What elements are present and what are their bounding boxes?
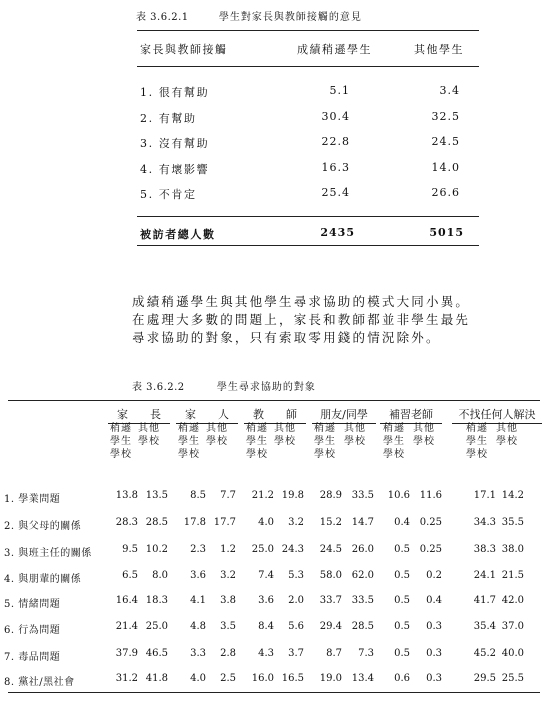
- table2-sub-header-b: 其他學校: [413, 423, 435, 447]
- paragraph-line: 尋求協助的對象，只有索取零用錢的情況除外。: [132, 330, 441, 345]
- table2-cell: 42.0: [501, 595, 524, 606]
- table1-cell-a: 25.4: [321, 186, 350, 199]
- table2-cell: 13.5: [145, 490, 168, 501]
- table2-cell: 0.6: [394, 673, 410, 684]
- table2-cell: 41.7: [473, 595, 496, 606]
- table2-sub-header-a: 稍遜學生學校: [314, 423, 336, 460]
- table2-cell: 29.4: [319, 621, 342, 632]
- table1-header-rule: [137, 66, 479, 67]
- table2-cell: 33.7: [319, 595, 342, 606]
- table2-cell: 19.0: [319, 673, 342, 684]
- table2-cell: 3.5: [220, 621, 236, 632]
- table2-cell: 8.7: [326, 648, 342, 659]
- table2-cell: 18.3: [145, 595, 168, 606]
- table2-title: 學生尋求協助的對象: [216, 382, 316, 393]
- table2-cell: 4.0: [190, 673, 206, 684]
- table1-number: 表 3.6.2.1: [136, 12, 189, 23]
- table2-cell: 8.5: [190, 490, 206, 501]
- table2-sub-header-a: 稍遜學生學校: [178, 423, 200, 460]
- table2-cell: 19.8: [281, 490, 304, 501]
- table2-row-label: 7. 毒品問題: [4, 652, 61, 663]
- table2-sub-header-a: 稍遜學生學校: [246, 423, 268, 460]
- table2-cell: 28.3: [115, 517, 138, 528]
- table2-cell: 15.2: [319, 517, 342, 528]
- table2-cell: 38.3: [473, 544, 496, 555]
- table2-row-label: 1. 學業問題: [4, 494, 61, 505]
- table1-row-label: 2. 有幫助: [140, 112, 197, 125]
- table2-cell: 28.5: [145, 517, 168, 528]
- table1-header-group-b: 其他學生: [414, 43, 464, 56]
- table1-header-group-a: 成績稍遜學生: [297, 43, 372, 56]
- table2-cell: 17.1: [473, 490, 496, 501]
- table2-cell: 25.0: [145, 621, 168, 632]
- table2-cell: 0.5: [394, 595, 410, 606]
- table2-cell: 17.8: [183, 517, 206, 528]
- table1-total-rule: [137, 216, 479, 217]
- table2-row-label: 4. 與朋輩的關係: [4, 574, 82, 585]
- table2-cell: 4.8: [190, 621, 206, 632]
- table2-cell: 16.4: [115, 595, 138, 606]
- table2-cell: 0.5: [394, 621, 410, 632]
- table2-cell: 3.7: [288, 648, 304, 659]
- table2-sub-header-b: 其他學校: [138, 423, 160, 447]
- table2-sub-header-a: 稍遜學生學校: [110, 423, 132, 460]
- table2-cell: 4.3: [258, 648, 274, 659]
- table2-row-label: 8. 黨社/黑社會: [4, 677, 75, 688]
- table2-cell: 28.9: [319, 490, 342, 501]
- table2-cell: 58.0: [319, 570, 342, 581]
- table2-cell: 37.9: [115, 648, 138, 659]
- table2-row-label: 2. 與父母的關係: [4, 521, 82, 532]
- table2-cell: 7.3: [358, 648, 374, 659]
- table2-cell: 0.3: [426, 648, 442, 659]
- table2-cell: 0.25: [419, 517, 442, 528]
- table2-cell: 0.5: [394, 544, 410, 555]
- table2-cell: 3.8: [220, 595, 236, 606]
- table2-cell: 8.4: [258, 621, 274, 632]
- table1-cell-b: 3.4: [439, 84, 460, 97]
- table1-top-rule: [137, 30, 479, 31]
- table2-cell: 3.6: [258, 595, 274, 606]
- table2-cell: 10.2: [145, 544, 168, 555]
- table2-group-header: 朋友/同學: [312, 406, 376, 424]
- table1-row-label: 5. 不肯定: [140, 188, 197, 201]
- table2-group-header: 不找任何人解決: [452, 406, 542, 424]
- table2-cell: 10.6: [387, 490, 410, 501]
- table2-cell: 3.3: [190, 648, 206, 659]
- table2-row-label: 5. 情緒問題: [4, 599, 61, 610]
- table2-cell: 38.0: [501, 544, 524, 555]
- table2-cell: 9.5: [122, 544, 138, 555]
- table2-cell: 21.5: [501, 570, 524, 581]
- table2-cell: 7.7: [220, 490, 236, 501]
- table2-cell: 0.4: [426, 595, 442, 606]
- table1-header-item: 家長與教師接觸: [140, 43, 228, 56]
- table2-row-label: 3. 與班主任的關係: [4, 548, 92, 559]
- table2-cell: 29.5: [473, 673, 496, 684]
- table2-cell: 0.25: [419, 544, 442, 555]
- table1-total-label: 被訪者總人數: [140, 228, 216, 241]
- table2-cell: 41.8: [145, 673, 168, 684]
- table2-cell: 14.7: [351, 517, 374, 528]
- table2-group-header: 教 師: [244, 406, 306, 424]
- table2-cell: 8.0: [152, 570, 168, 581]
- table2-cell: 28.5: [351, 621, 374, 632]
- table2-caption: [132, 378, 316, 393]
- table2-cell: 25.0: [251, 544, 274, 555]
- table2-top-rule: [8, 400, 540, 401]
- table1-total-b: 5015: [429, 226, 464, 239]
- table2-cell: 0.4: [394, 517, 410, 528]
- table2-group-header: 補習老師: [380, 406, 442, 424]
- table2-cell: 33.5: [351, 595, 374, 606]
- table2-cell: 0.3: [426, 673, 442, 684]
- table2-cell: 16.5: [281, 673, 304, 684]
- table1-row-label: 1. 很有幫助: [140, 86, 210, 99]
- table2-cell: 2.5: [220, 673, 236, 684]
- table1-caption: [136, 8, 362, 23]
- table2-sub-header-b: 其他學校: [274, 423, 296, 447]
- paragraph-line: 成績稍遜學生與其他學生尋求協助的模式大同小異。: [132, 294, 471, 309]
- table2-cell: 21.2: [251, 490, 274, 501]
- table2-sub-header-b: 其他學校: [344, 423, 366, 447]
- table2-cell: 24.1: [473, 570, 496, 581]
- table2-cell: 45.2: [473, 648, 496, 659]
- table2-cell: 4.1: [190, 595, 206, 606]
- table2-cell: 2.8: [220, 648, 236, 659]
- table2-cell: 21.4: [115, 621, 138, 632]
- table1-cell-a: 22.8: [321, 135, 350, 148]
- table1-total-a: 2435: [320, 226, 355, 239]
- table2-group-header: 家 長: [108, 406, 170, 424]
- table2-sub-header-b: 其他學校: [496, 423, 518, 447]
- table1-bottom-rule: [137, 245, 479, 246]
- table2-cell: 2.0: [288, 595, 304, 606]
- table2-sub-header-a: 稍遜學生學校: [466, 423, 488, 460]
- table2-cell: 13.4: [351, 673, 374, 684]
- table2-group-header: 家 人: [176, 406, 238, 424]
- table2-cell: 5.6: [288, 621, 304, 632]
- table2-cell: 17.7: [213, 517, 236, 528]
- table2-cell: 46.5: [145, 648, 168, 659]
- table2-cell: 37.0: [501, 621, 524, 632]
- table2-cell: 0.5: [394, 648, 410, 659]
- table2-cell: 35.5: [501, 517, 524, 528]
- table2-cell: 25.5: [501, 673, 524, 684]
- table2-cell: 31.2: [115, 673, 138, 684]
- table2-cell: 33.5: [351, 490, 374, 501]
- body-paragraph: [132, 293, 532, 347]
- table2-cell: 3.6: [190, 570, 206, 581]
- table2-row-label: 6. 行為問題: [4, 625, 61, 636]
- paragraph-line: 在處理大多數的問題上，家長和教師都並非學生最先: [132, 312, 471, 327]
- table2-cell: 14.2: [501, 490, 524, 501]
- table2-cell: 7.4: [258, 570, 274, 581]
- table1-cell-b: 26.6: [431, 186, 460, 199]
- table2-cell: 34.3: [473, 517, 496, 528]
- table2-cell: 1.2: [220, 544, 236, 555]
- table2-cell: 62.0: [351, 570, 374, 581]
- table2-cell: 0.3: [426, 621, 442, 632]
- table2-cell: 2.3: [190, 544, 206, 555]
- table1-cell-b: 24.5: [431, 135, 460, 148]
- table2-cell: 6.5: [122, 570, 138, 581]
- table1-cell-b: 14.0: [431, 161, 460, 174]
- table2-sub-header-a: 稍遜學生學校: [383, 423, 405, 460]
- table2-sub-header-b: 其他學校: [206, 423, 228, 447]
- table2-cell: 0.5: [394, 570, 410, 581]
- table2-cell: 24.5: [319, 544, 342, 555]
- table2-cell: 3.2: [288, 517, 304, 528]
- table1-cell-a: 30.4: [321, 110, 350, 123]
- table1-cell-a: 16.3: [321, 161, 350, 174]
- table2-cell: 24.3: [281, 544, 304, 555]
- table2-cell: 26.0: [351, 544, 374, 555]
- table1-row-label: 3. 沒有幫助: [140, 137, 210, 150]
- table2-number: 表 3.6.2.2: [132, 382, 185, 393]
- table1-row-label: 4. 有壞影響: [140, 163, 210, 176]
- table2-cell: 13.8: [115, 490, 138, 501]
- table2-cell: 4.0: [258, 517, 274, 528]
- table2-bottom-rule: [8, 692, 540, 693]
- table2-cell: 0.2: [426, 570, 442, 581]
- table2-cell: 3.2: [220, 570, 236, 581]
- table1-cell-b: 32.5: [431, 110, 460, 123]
- table2-cell: 40.0: [501, 648, 524, 659]
- table1-title: 學生對家長與教師接觸的意見: [218, 12, 362, 23]
- table2-cell: 35.4: [473, 621, 496, 632]
- table2-cell: 11.6: [419, 490, 442, 501]
- table1-cell-a: 5.1: [329, 84, 350, 97]
- table2-cell: 16.0: [251, 673, 274, 684]
- table2-cell: 5.3: [288, 570, 304, 581]
